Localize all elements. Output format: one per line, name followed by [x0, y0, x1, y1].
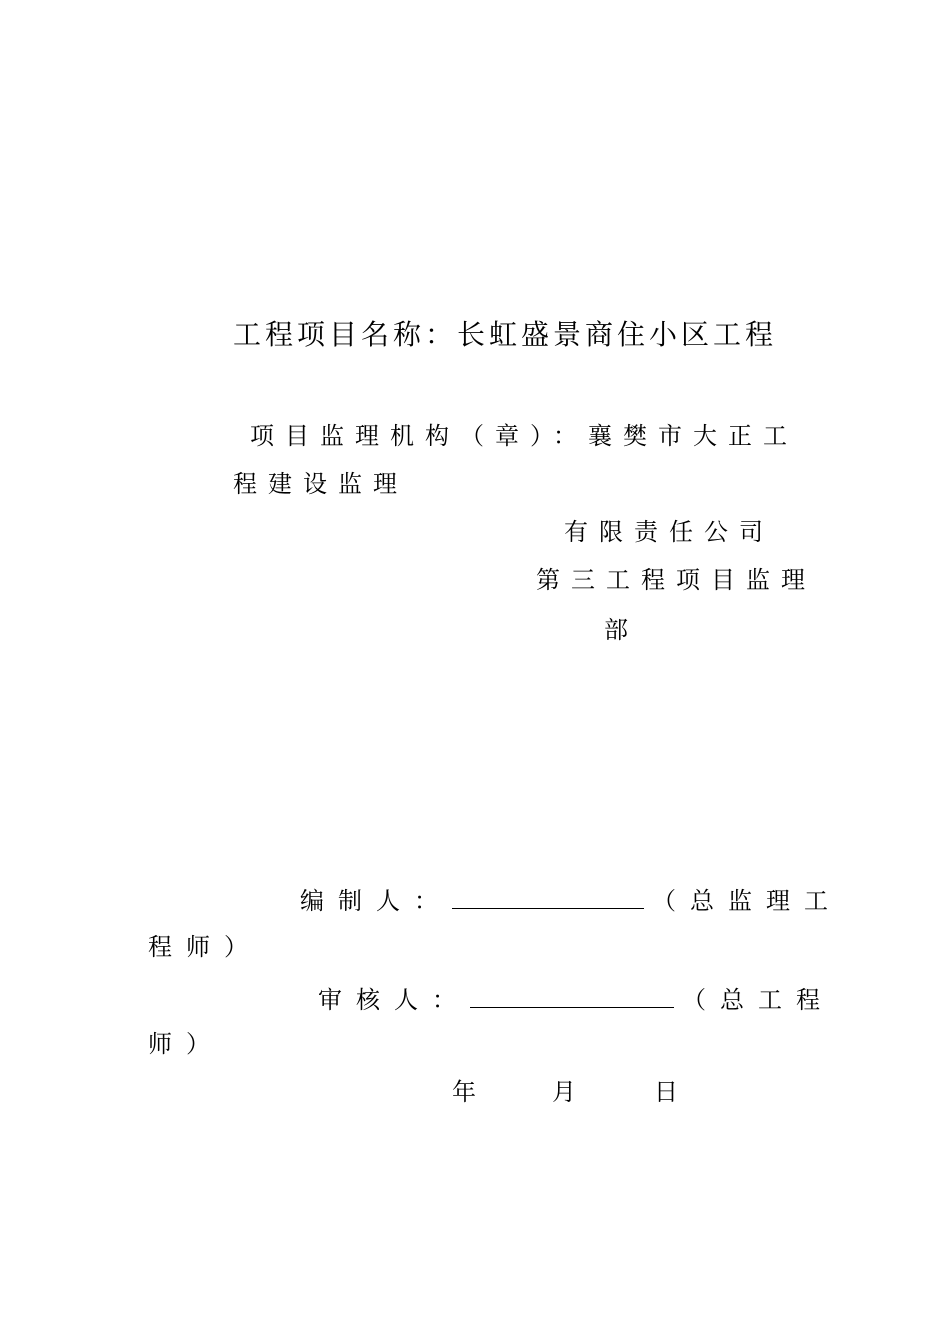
- reviewer-line: [318, 985, 834, 1012]
- reviewer-label: 审核人：: [318, 986, 470, 1014]
- supervision-org-line-1: 项目监理机构（章）：襄樊市大正工: [250, 422, 798, 450]
- supervision-org-line-5: 部: [604, 616, 639, 644]
- compiler-signature-blank: [452, 886, 644, 909]
- compiler-label: 编制人：: [300, 887, 452, 915]
- supervision-org-line-4: 第三工程项目监理: [536, 566, 816, 594]
- reviewer-role: （总工程: [682, 986, 834, 1014]
- date-month: 月: [552, 1078, 576, 1106]
- supervision-org-line-3: 有限责任公司: [564, 518, 774, 546]
- supervision-org-line-2: 程建设监理: [233, 470, 408, 498]
- compiler-line: [300, 886, 842, 913]
- compiler-role-continuation: 程师）: [148, 933, 262, 961]
- reviewer-signature-blank: [470, 985, 674, 1008]
- date-year: 年: [452, 1078, 476, 1106]
- compiler-role: （总监理工: [652, 887, 842, 915]
- date-day: 日: [654, 1078, 678, 1106]
- project-title: 工程项目名称：长虹盛景商住小区工程: [233, 318, 778, 351]
- reviewer-role-continuation: 师）: [148, 1030, 224, 1058]
